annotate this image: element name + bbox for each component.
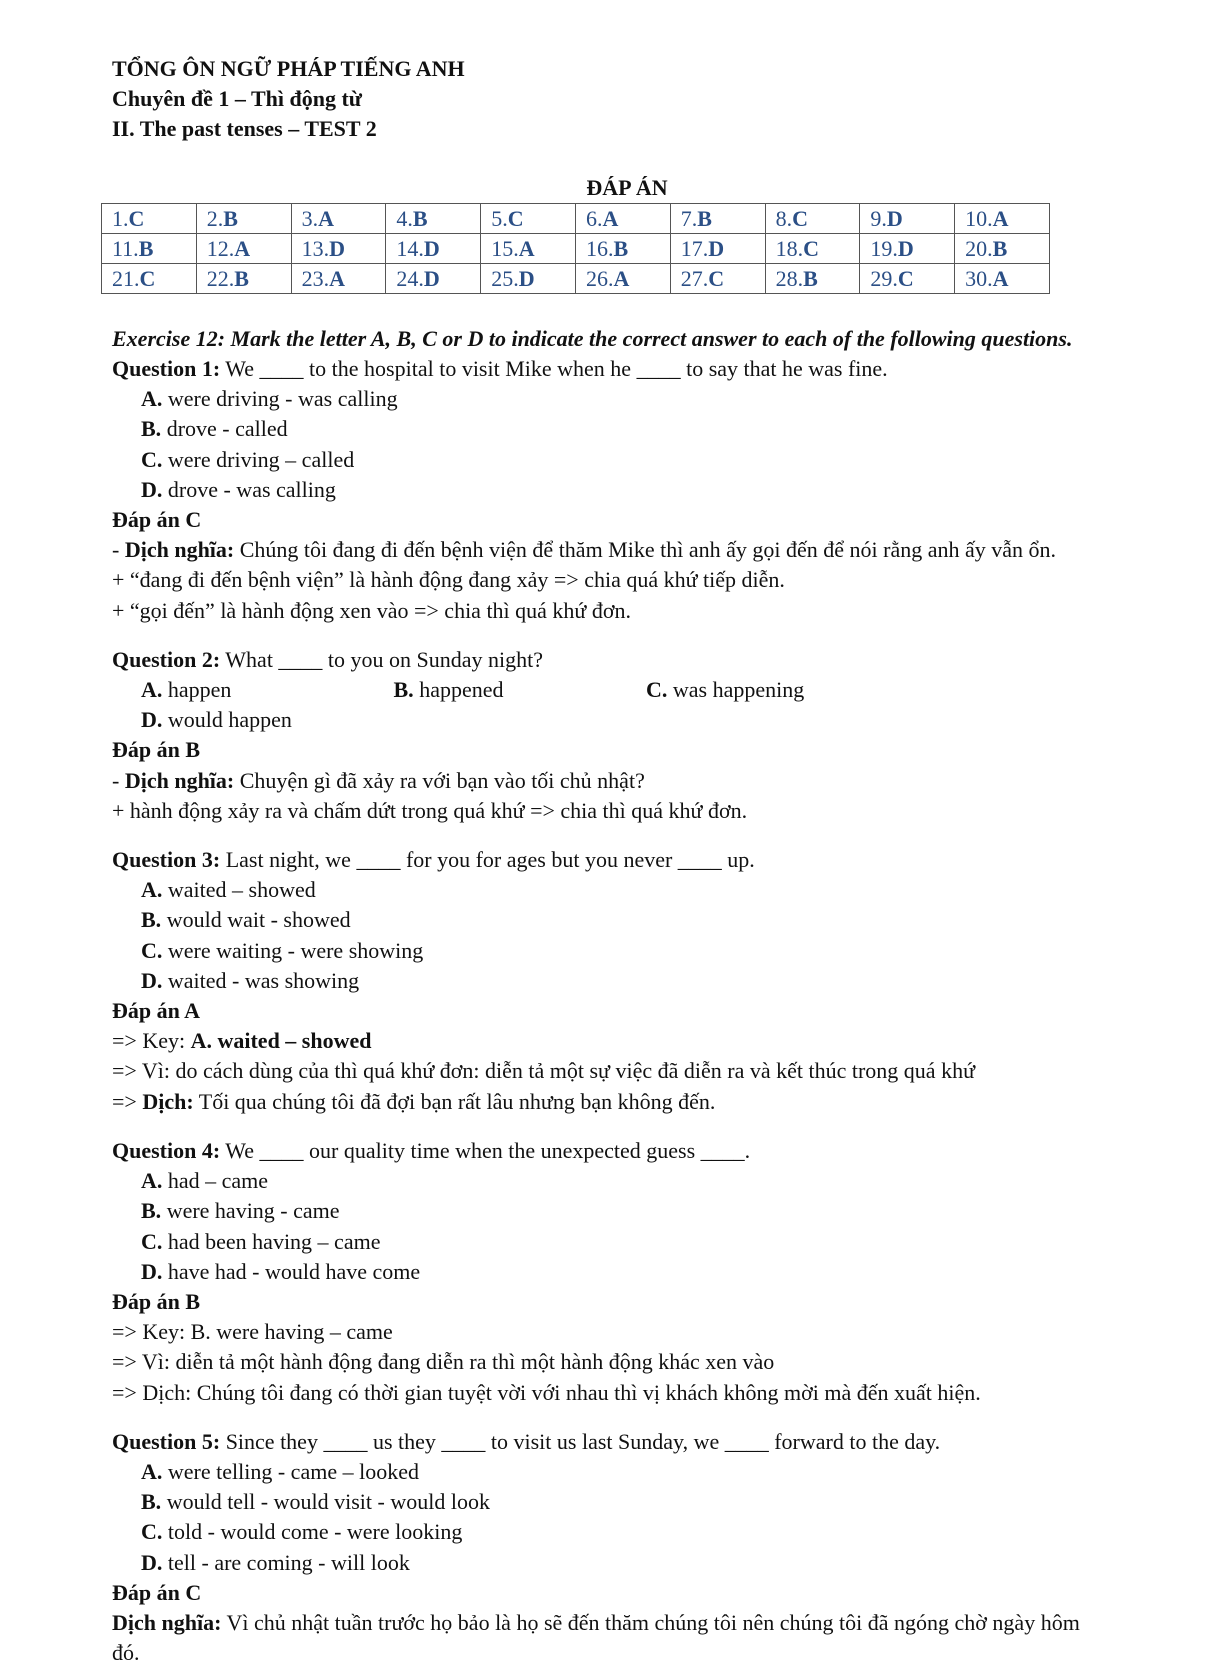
option-item	[141, 966, 646, 996]
option-letter: D.	[141, 1549, 163, 1575]
answer-label: Đáp án B	[112, 1288, 201, 1314]
option-text: had – came	[162, 1168, 269, 1194]
answer-number: 4.	[396, 205, 413, 231]
explanation-text: Dịch nghĩa:	[124, 767, 235, 793]
question-block	[112, 354, 1112, 626]
explanation-text: => Key: B. were having – came	[112, 1319, 393, 1345]
answer-key-cell	[196, 263, 291, 293]
explanation-line	[112, 766, 1112, 796]
answer-label: Đáp án A	[112, 998, 201, 1024]
option-letter: D.	[141, 707, 163, 733]
question-text: Last night, we ____ for you for ages but you never ____ up.	[220, 847, 755, 873]
question-stem	[112, 645, 1112, 675]
answer-key-cell	[386, 263, 481, 293]
document-title: TỔNG ÔN NGỮ PHÁP TIẾNG ANH	[112, 56, 465, 81]
answer-letter: A	[234, 235, 251, 261]
answer-key-cell	[575, 233, 670, 263]
option-item	[646, 675, 899, 705]
answer-key-cell	[481, 263, 576, 293]
answer-letter: B	[223, 205, 238, 231]
option-letter: C.	[141, 937, 163, 963]
answer-key-cell	[481, 233, 576, 263]
explanation-line	[112, 1056, 1112, 1086]
option-item	[141, 936, 646, 966]
answer-letter: D	[886, 205, 903, 231]
question-list	[112, 354, 1112, 1668]
answer-key-row	[102, 233, 1050, 263]
question-label: Question 5:	[112, 1428, 221, 1454]
question-block	[112, 1136, 1112, 1408]
answer-letter: A	[992, 265, 1009, 291]
option-item	[141, 675, 394, 705]
option-letter: C.	[646, 677, 668, 703]
answer-key-cell	[196, 203, 291, 233]
option-item	[141, 905, 646, 935]
answer-number: 17.	[680, 235, 709, 261]
question-text: We ____ to the hospital to visit Mike when he ____ to say that he was fine.	[220, 356, 888, 382]
option-text: tell - are coming - will look	[162, 1549, 410, 1575]
answer-letter: B	[803, 265, 818, 291]
answer-key-cell	[196, 233, 291, 263]
option-letter: D.	[141, 1258, 163, 1284]
option-letter: C.	[141, 1519, 163, 1545]
option-letter: A.	[141, 1458, 163, 1484]
option-letter: A.	[141, 1168, 163, 1194]
answer-number: 26.	[585, 265, 614, 291]
options-group	[112, 1166, 1112, 1287]
answer-key-cell	[102, 233, 197, 263]
option-letter: A.	[141, 877, 163, 903]
answer-key-cell	[765, 203, 860, 233]
answer-key-cell	[860, 203, 955, 233]
answer-letter: A	[992, 205, 1009, 231]
option-item	[141, 1517, 646, 1547]
answer-letter: D	[708, 235, 725, 261]
answer-letter: A	[318, 205, 334, 231]
answer-key-cell	[102, 263, 197, 293]
answer-key-cell	[955, 263, 1050, 293]
answer-letter: B	[697, 205, 712, 231]
option-letter: D.	[141, 967, 163, 993]
explanation-text: Vì chủ nhật tuần trước họ bảo là họ sẽ đến thăm chúng tôi nên chúng tôi đã ngóng chờ ngày hôm đó.	[112, 1609, 1080, 1666]
answer-number: 24.	[396, 265, 424, 291]
question-label: Question 1:	[112, 356, 221, 382]
answer-letter: A	[602, 205, 619, 231]
explanation-text: + “đang đi đến bệnh viện” là hành động đang xảy => chia quá khứ tiếp diễn.	[112, 567, 785, 593]
option-letter: A.	[141, 386, 163, 412]
answer-label: Đáp án C	[112, 507, 202, 533]
option-letter: A.	[141, 677, 163, 703]
options-group	[112, 875, 1112, 996]
option-text: would happen	[162, 707, 292, 733]
option-text: were driving - was calling	[162, 386, 398, 412]
spacer	[112, 826, 1112, 845]
question-block	[112, 645, 1112, 826]
option-item	[141, 384, 646, 414]
answer-key-table	[101, 203, 1050, 294]
section-heading: II. The past tenses – TEST 2	[112, 116, 377, 142]
option-item	[141, 875, 646, 905]
answer-letter: B	[613, 235, 629, 261]
answer-number: 12.	[206, 235, 235, 261]
option-letter: B.	[141, 1489, 162, 1515]
explanation-text: => Key:	[112, 1028, 191, 1054]
answer-key-cell	[860, 233, 955, 263]
answer-letter: C	[507, 205, 524, 231]
option-item	[141, 475, 646, 505]
explanation-text: -	[112, 767, 125, 793]
explanation-text: Dịch:	[142, 1088, 194, 1114]
explanation-line	[112, 1347, 1112, 1377]
question-label: Question 2:	[112, 646, 221, 672]
answer-letter: C	[128, 205, 145, 231]
option-text: would wait - showed	[161, 907, 351, 933]
options-group	[112, 384, 1112, 505]
answer-letter: C	[139, 265, 156, 291]
answer-number: 7.	[680, 205, 698, 231]
question-stem	[112, 354, 1112, 384]
option-item	[141, 1227, 646, 1257]
question-stem	[112, 845, 1112, 875]
answer-letter: C	[792, 205, 808, 231]
answer-key-cell	[670, 233, 765, 263]
answer-number: 18.	[775, 235, 804, 261]
explanation-line	[112, 796, 1112, 826]
answer-number: 20.	[965, 235, 993, 261]
answer-key-cell	[670, 203, 765, 233]
answer-letter: A	[329, 265, 345, 291]
explanation-line	[112, 1317, 1112, 1347]
question-text: What ____ to you on Sunday night?	[220, 646, 544, 672]
question-text: Since they ____ us they ____ to visit us last Sunday, we ____ forward to the day.	[220, 1428, 941, 1454]
answer-number: 29.	[870, 265, 898, 291]
answer-letter: A	[518, 235, 535, 261]
explanation-line	[112, 535, 1112, 565]
explanation-text: Chuyện gì đã xảy ra với bạn vào tối chủ nhật?	[234, 767, 645, 793]
exercise-title: Exercise 12: Mark the letter A, B, C or D to indicate the correct answer to each of the following questions.	[112, 325, 1073, 351]
answer-number: 15.	[491, 235, 519, 261]
option-text: would tell - would visit - would look	[161, 1489, 490, 1515]
question-stem	[112, 1136, 1112, 1166]
option-item	[141, 414, 646, 444]
explanation-text: => Vì: diễn tả một hành động đang diễn ra thì một hành động khác xen vào	[112, 1349, 775, 1375]
answer-letter: D	[423, 265, 440, 291]
answer-label: Đáp án B	[112, 737, 201, 763]
explanation-line	[112, 565, 1112, 595]
option-item	[394, 675, 647, 705]
explanation-text: =>	[112, 1088, 143, 1114]
answer-letter: B	[234, 265, 249, 291]
answer-number: 10.	[965, 205, 993, 231]
answer-key-title: ĐÁP ÁN	[586, 174, 668, 200]
answer-key-cell	[955, 233, 1050, 263]
answer-number: 11.	[112, 235, 139, 261]
answer-letter: B	[138, 235, 154, 261]
answer-number: 5.	[491, 205, 508, 231]
option-text: drove - was calling	[162, 476, 336, 502]
explanation-text: Tối qua chúng tôi đã đợi bạn rất lâu nhưng bạn không đến.	[193, 1088, 716, 1114]
answer-number: 2.	[206, 205, 224, 231]
answer-key-cell	[481, 203, 576, 233]
option-letter: B.	[141, 416, 162, 442]
answer-key-cell	[955, 203, 1050, 233]
option-text: waited – showed	[162, 877, 316, 903]
option-letter: B.	[393, 677, 414, 703]
option-item	[141, 1257, 646, 1287]
topic-heading: Chuyên đề 1 – Thì động từ	[112, 86, 362, 112]
answer-letter: C	[708, 265, 725, 291]
document-page	[112, 54, 1112, 1668]
option-text: were telling - came – looked	[162, 1458, 419, 1484]
answer-key-cell	[670, 263, 765, 293]
answer-number: 13.	[301, 235, 330, 261]
answer-letter: C	[897, 265, 914, 291]
answer-number: 9.	[870, 205, 887, 231]
explanation-line	[112, 1378, 1112, 1408]
answer-number: 14.	[396, 235, 424, 261]
answer-number: 27.	[680, 265, 709, 291]
answer-key-cell	[575, 203, 670, 233]
answer-key-cell	[291, 233, 386, 263]
option-letter: B.	[141, 907, 162, 933]
answer-key-cell	[386, 233, 481, 263]
option-text: was happening	[667, 677, 805, 703]
answer-key-cell	[102, 203, 197, 233]
option-text: happened	[413, 677, 504, 703]
answer-number: 22.	[206, 265, 235, 291]
answer-letter: B	[992, 235, 1008, 261]
answer-number: 1.	[112, 205, 129, 231]
answer-key-row	[102, 263, 1050, 293]
option-item	[141, 1487, 646, 1517]
spacer	[112, 1408, 1112, 1427]
explanation-text: -	[112, 537, 125, 563]
question-label: Question 4:	[112, 1137, 221, 1163]
option-item	[141, 445, 646, 475]
explanation-line	[112, 1087, 1112, 1117]
answer-number: 25.	[491, 265, 519, 291]
explanation-text: Dịch nghĩa:	[124, 537, 235, 563]
options-group	[112, 1457, 1112, 1578]
answer-letter: D	[897, 235, 914, 261]
explanation-line	[112, 1608, 1112, 1668]
answer-letter: C	[803, 235, 819, 261]
option-text: were waiting - were showing	[162, 937, 424, 963]
options-group	[112, 675, 1112, 735]
answer-letter: D	[518, 265, 535, 291]
option-text: were having - came	[161, 1198, 340, 1224]
answer-number: 8.	[775, 205, 793, 231]
explanation-line	[112, 596, 1112, 626]
option-item	[141, 1166, 646, 1196]
option-letter: C.	[141, 446, 163, 472]
answer-number: 19.	[870, 235, 898, 261]
option-text: waited - was showing	[162, 967, 360, 993]
answer-letter: D	[423, 235, 440, 261]
option-item	[141, 1457, 646, 1487]
explanation-text: + “gọi đến” là hành động xen vào => chia thì quá khứ đơn.	[112, 597, 631, 623]
explanation-text: + hành động xảy ra và chấm dứt trong quá khứ => chia thì quá khứ đơn.	[112, 797, 748, 823]
explanation-text: Chúng tôi đang đi đến bệnh viện để thăm Mike thì anh ấy gọi đến để nói rằng anh ấy vẫn ổn.	[234, 537, 1057, 563]
option-letter: C.	[141, 1228, 163, 1254]
option-item	[141, 1196, 646, 1226]
option-item	[141, 705, 394, 735]
answer-number: 3.	[301, 205, 319, 231]
question-label: Question 3:	[112, 847, 221, 873]
answer-letter: B	[412, 205, 428, 231]
answer-letter: A	[613, 265, 630, 291]
answer-number: 30.	[965, 265, 993, 291]
answer-number: 23.	[301, 265, 330, 291]
explanation-line	[112, 1026, 1112, 1056]
question-text: We ____ our quality time when the unexpected guess ____.	[220, 1137, 751, 1163]
spacer	[112, 626, 1112, 645]
question-stem	[112, 1427, 1112, 1457]
option-text: were driving – called	[162, 446, 355, 472]
explanation-text: A. waited – showed	[190, 1028, 372, 1054]
answer-number: 6.	[585, 205, 603, 231]
option-text: drove - called	[161, 416, 288, 442]
explanation-text: => Vì: do cách dùng của thì quá khứ đơn: diễn tả một sự việc đã diễn ra và kết thúc trong quá khứ	[112, 1058, 975, 1084]
spacer	[112, 1117, 1112, 1136]
answer-label: Đáp án C	[112, 1579, 202, 1605]
answer-number: 21.	[112, 265, 140, 291]
answer-key-cell	[291, 203, 386, 233]
answer-key-cell	[765, 263, 860, 293]
answer-key-cell	[765, 233, 860, 263]
answer-key-cell	[575, 263, 670, 293]
option-text: told - would come - were looking	[162, 1519, 463, 1545]
option-letter: D.	[141, 476, 163, 502]
answer-letter: D	[329, 235, 345, 261]
question-block	[112, 1427, 1112, 1668]
answer-number: 16.	[585, 235, 614, 261]
answer-key-cell	[291, 263, 386, 293]
answer-number: 28.	[775, 265, 804, 291]
explanation-text: => Dịch: Chúng tôi đang có thời gian tuyệt vời với nhau thì vị khách không mời mà đến xuất hiện.	[112, 1379, 981, 1405]
explanation-text: Dịch nghĩa:	[112, 1609, 222, 1635]
option-text: happen	[162, 677, 232, 703]
option-letter: B.	[141, 1198, 162, 1224]
option-item	[141, 1548, 646, 1578]
option-text: had been having – came	[162, 1228, 381, 1254]
option-text: have had - would have come	[162, 1258, 421, 1284]
answer-key-cell	[386, 203, 481, 233]
question-block	[112, 845, 1112, 1117]
answer-key-cell	[860, 263, 955, 293]
answer-key-row	[102, 203, 1050, 233]
